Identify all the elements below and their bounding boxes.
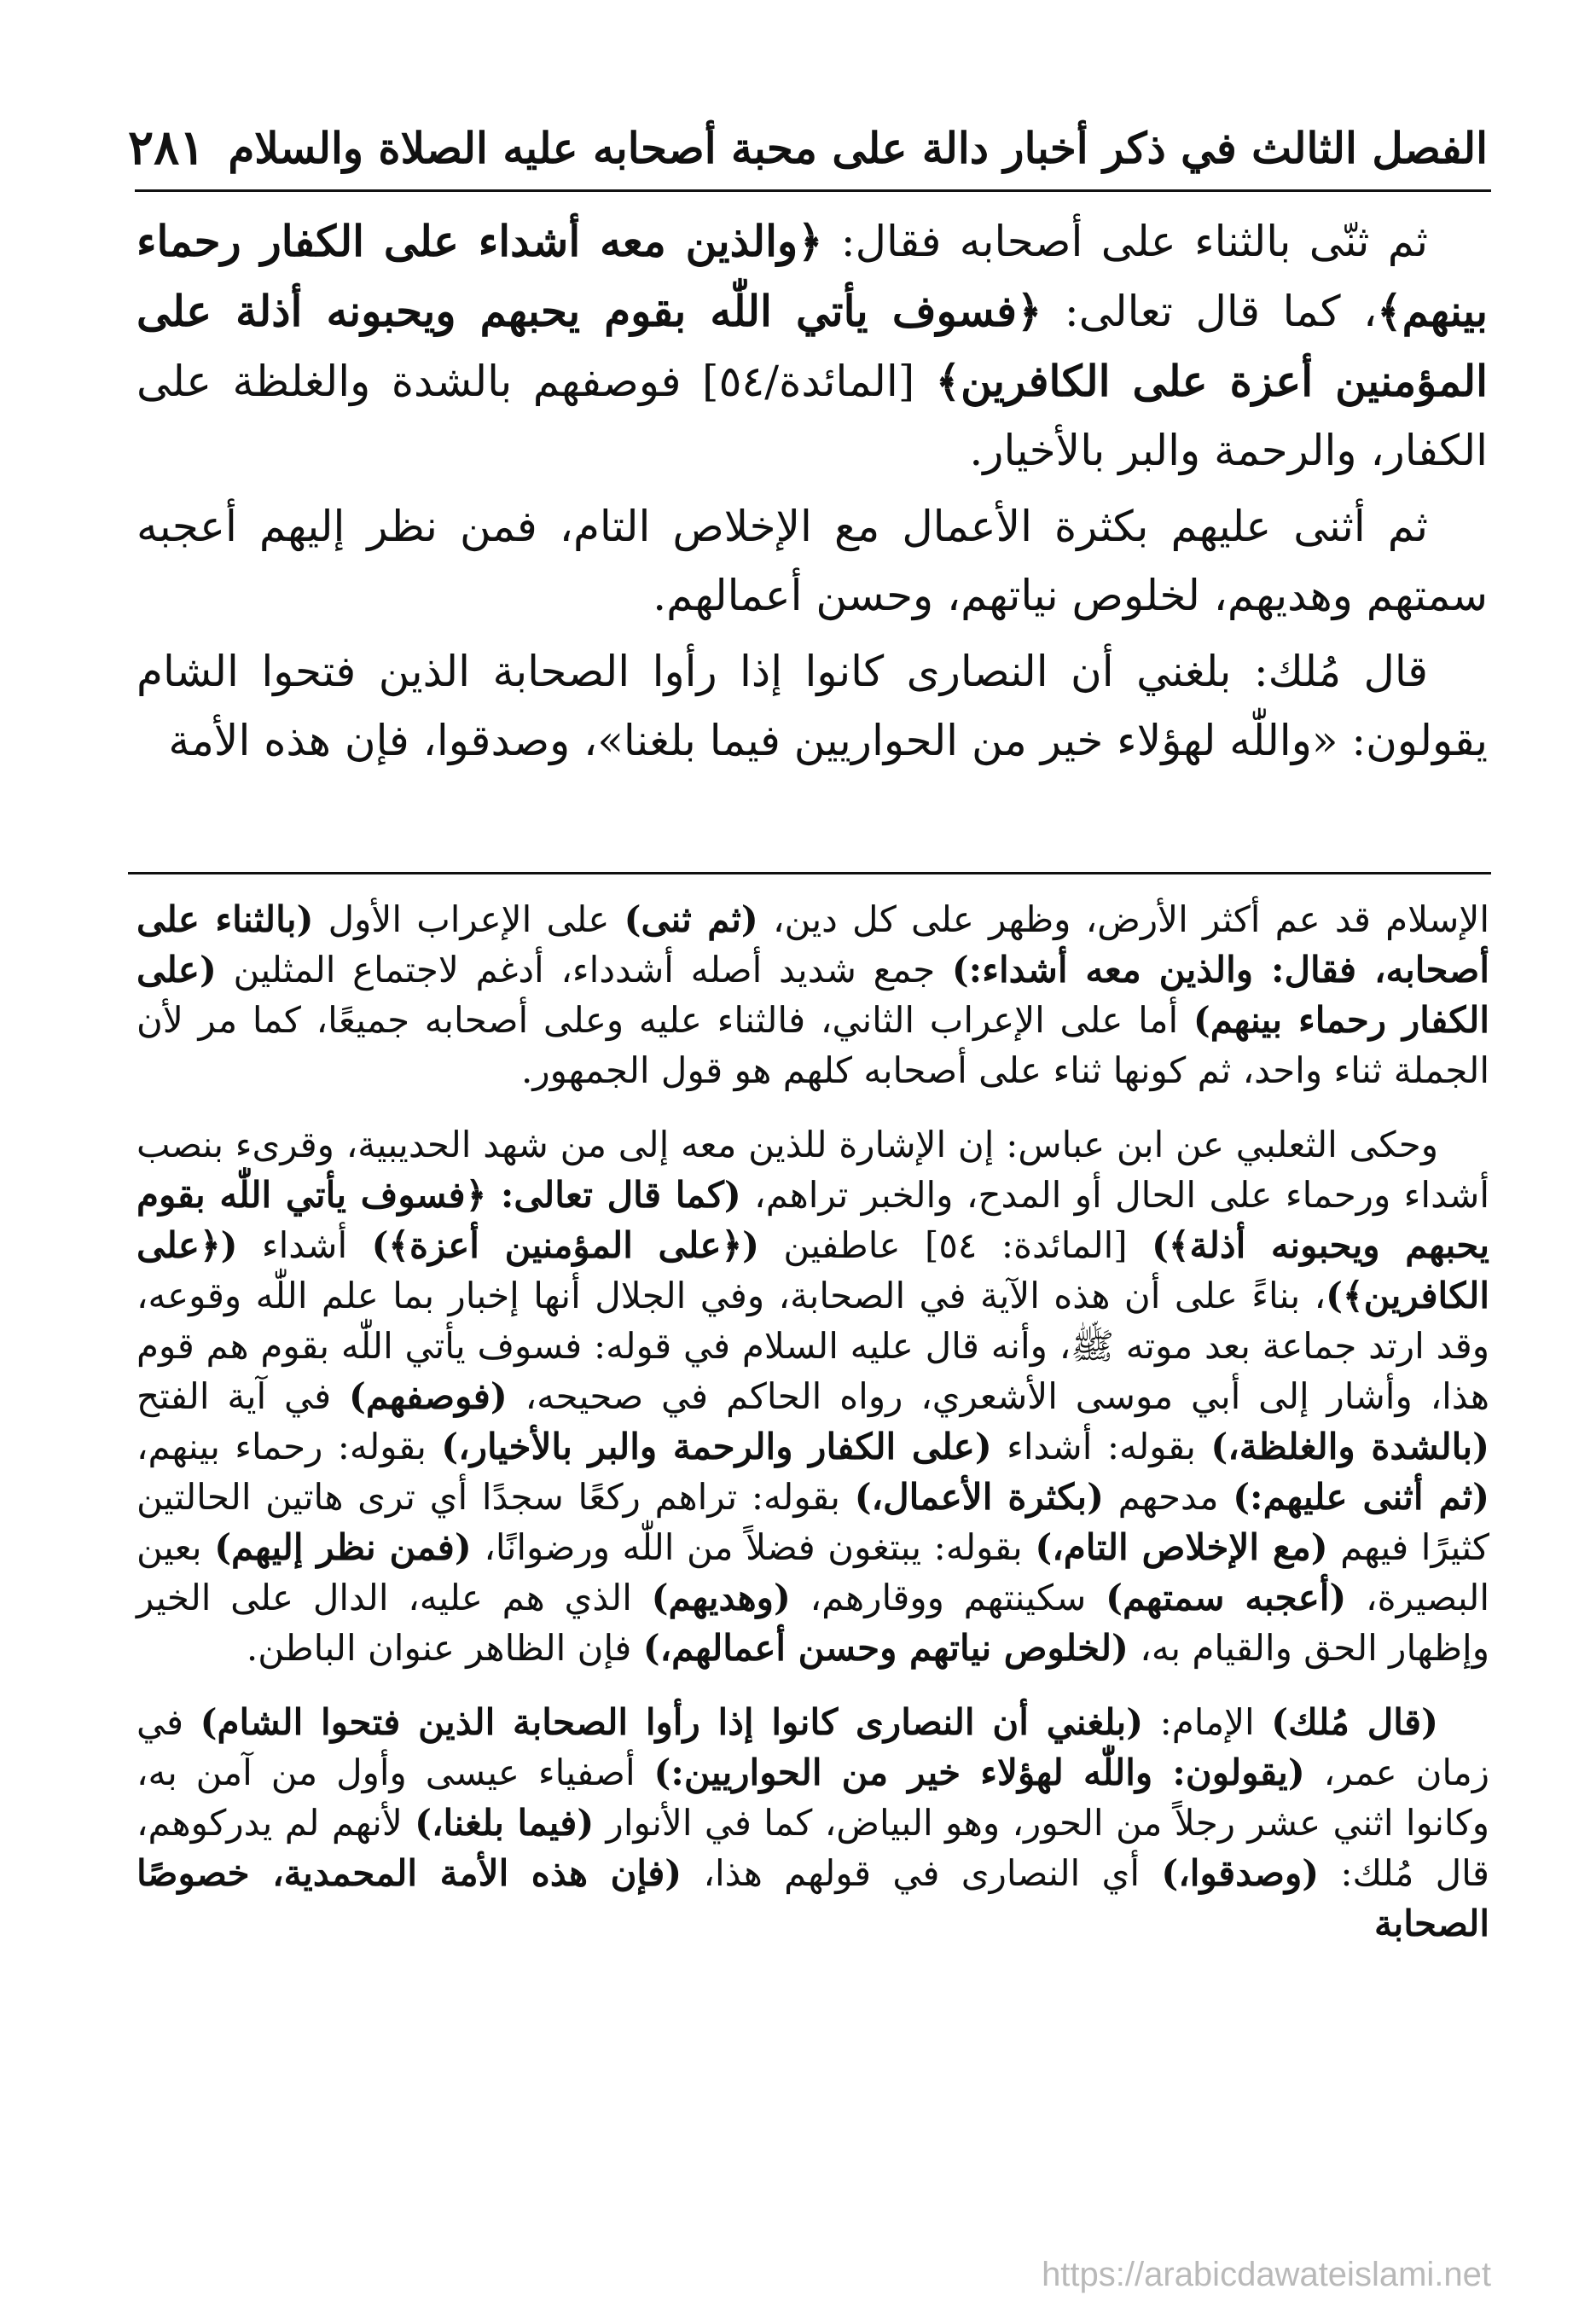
note-keyword: (﴿على المؤمنين أعزة﴾) — [371, 1224, 759, 1266]
note-keyword: (فإن هذه الأمة المحمدية، خصوصًا الصحابة — [136, 1852, 1489, 1944]
note-text: جمع شديد أصله أشدداء، أدغم لاجتماع المثلين — [216, 949, 952, 991]
commentary — [136, 894, 1489, 1972]
note-keyword: (بالشدة والغلظة،) — [1210, 1426, 1489, 1467]
note-text: مدحهم — [1103, 1476, 1233, 1518]
commentary-paragraph-2 — [136, 1119, 1489, 1673]
note-keyword: (فوصفهم) — [348, 1375, 508, 1417]
note-keyword: (وصدقوا،) — [1161, 1852, 1320, 1894]
note-text: على الإعراب الأول — [313, 898, 624, 940]
note-keyword: (مع الإخلاص التام،) — [1035, 1526, 1328, 1568]
note-keyword: (كما قال تعالى: ﴿فسوف يأتي اللّٰه بقوم يحبهم ويحبونه أذلة﴾) — [136, 1174, 1490, 1266]
header-rule — [135, 189, 1491, 192]
main-paragraph-2: ثم أثنى عليهم بكثرة الأعمال مع الإخلاص التام، فمن نظر إليهم أعجبه سمتهم وهديهم، لخلوص نياتهم، وحسن أعمالهم. — [136, 502, 1488, 620]
note-text: أصفياء عيسى وأول من آمن به، وكانوا اثني عشر رجلاً من الحور، وهو البياض، كما في الأنوار — [136, 1752, 1489, 1844]
note-keyword: (يقولون: واللّٰه لهؤلاء خير من الحواريين:) — [653, 1752, 1305, 1793]
note-text: لأنهم لم يدركوهم، قال مُلك: — [136, 1802, 1490, 1894]
note-text: فإن الظاهر عنوان الباطن. — [246, 1627, 643, 1669]
note-text: الإمام: — [1143, 1701, 1272, 1743]
note-keyword: (﴿على الكافرين﴾) — [136, 1224, 1489, 1316]
note-text: وحكى الثعلبي عن ابن عباس: إن الإشارة للذين معه إلى من شهد الحديبية، وقرىء بنصب أشداء ورحماء على الحال أو المدح، والخبر تراهم، — [136, 1124, 1489, 1216]
note-text: [المائدة: ٥٤] عاطفين — [759, 1224, 1152, 1266]
note-keyword: (على الكفار والرحمة والبر بالأخيار،) — [441, 1426, 992, 1467]
note-text: أي النصارى في قولهم هذا، — [682, 1852, 1162, 1894]
note-text: الذي هم عليه، الدال على الخير وإظهار الحق والقيام به، — [136, 1577, 1489, 1669]
note-keyword: (فمن نظر إليهم) — [214, 1526, 472, 1568]
note-keyword: (بكثرة الأعمال،) — [854, 1476, 1104, 1518]
note-text: أشداء — [237, 1224, 372, 1266]
main-p1-text-a: ثم ثنّى بالثناء على أصحابه فقال: — [822, 217, 1428, 266]
note-keyword: (بالثناء على أصحابه، فقال: والذين معه أشداء:) — [136, 898, 1490, 991]
note-text: بقوله: رحماء بينهم، — [136, 1426, 442, 1467]
note-text: الإسلام قد عم أكثر الأرض، وظهر على كل دين، — [757, 898, 1489, 940]
note-keyword: (ثم أثنى عليهم:) — [1233, 1476, 1489, 1518]
running-header — [128, 109, 1488, 186]
note-keyword: (لخلوص نياتهم وحسن أعمالهم،) — [642, 1627, 1129, 1669]
note-text: في زمان عمر، — [136, 1701, 1489, 1793]
note-keyword: (فيما بلغنا،) — [415, 1802, 595, 1844]
note-keyword: (وهديهم) — [651, 1577, 791, 1618]
footnote-separator — [128, 872, 1491, 874]
note-text: سكينتهم ووقارهم، — [790, 1577, 1106, 1618]
main-p1-text-c: [المائدة/٥٤] فوصفهم بالشدة والغلظة على الكفار، والرحمة والبر بالأخيار. — [136, 357, 1488, 475]
note-text: بقوله: أشداء — [991, 1426, 1211, 1467]
note-text: ، بناءً على أن هذه الآية في الصحابة، وفي الجلال أنها إخبار بما علم اللّٰه وقوعه، وقد ارتد جماعة بعد موته ﷺ، وأنه قال عليه السلام في قوله: فسوف يأتي اللّٰه بقوم هم قوم هذا، وأشار إلى أبي موسى الأشعري، رواه الحاكم في صحيحه، — [136, 1275, 1489, 1417]
watermark-url: https://arabicdawateislami.net — [1042, 2256, 1491, 2293]
note-text: بعين البصيرة، — [136, 1526, 1489, 1618]
note-keyword: (قال مُلك) — [1271, 1701, 1438, 1743]
note-text: أما على الإعراب الثاني، فالثناء عليه وعلى أصحابه جميعًا، كما مر لأن الجملة ثناء واحد، ثم كونها ثناء على أصحابه كلهم هو قول الجمهور. — [136, 999, 1489, 1091]
main-text — [136, 206, 1488, 782]
note-text: بقوله: تراهم ركعًا سجدًا أي ترى هاتين الحالتين كثيرًا فيهم — [136, 1476, 1489, 1568]
main-paragraph-3: قال مُلك: بلغني أن النصارى كانوا إذا رأوا الصحابة الذين فتحوا الشام يقولون: «واللّٰه لهؤلاء خير من الحواريين فيما بلغنا»، وصدقوا، فإن هذه الأمة — [136, 647, 1488, 765]
note-text: في آية الفتح — [136, 1375, 349, 1417]
main-paragraph-1 — [136, 206, 1488, 485]
note-keyword: (أعجبه سمتهم) — [1106, 1577, 1347, 1618]
quran-quote-1: ﴿والذين معه أشداء على الكفار رحماء بينهم﴾ — [136, 216, 1488, 336]
page-number: ٢٨١ — [128, 119, 206, 176]
note-keyword: (بلغني أن النصارى كانوا إذا رأوا الصحابة الذين فتحوا الشام) — [200, 1701, 1144, 1743]
note-text: بقوله: يبتغون فضلاً من اللّٰه ورضوانًا، — [471, 1526, 1036, 1568]
commentary-paragraph-3 — [136, 1697, 1489, 1949]
main-p1-text-b: ، كما قال تعالى: — [1042, 287, 1378, 336]
commentary-paragraph-1 — [136, 894, 1489, 1095]
note-keyword: (على الكفار رحماء بينهم) — [136, 949, 1490, 1041]
chapter-title: الفصل الثالث في ذكر أخبار دالة على محبة أصحابه عليه الصلاة والسلام — [228, 122, 1488, 173]
quran-quote-2: ﴿فسوف يأتي اللّٰه بقوم يحبهم ويحبونه أذلة على المؤمنين أعزة على الكافرين﴾ — [136, 286, 1488, 406]
note-keyword: (ثم ثنى) — [624, 898, 758, 940]
